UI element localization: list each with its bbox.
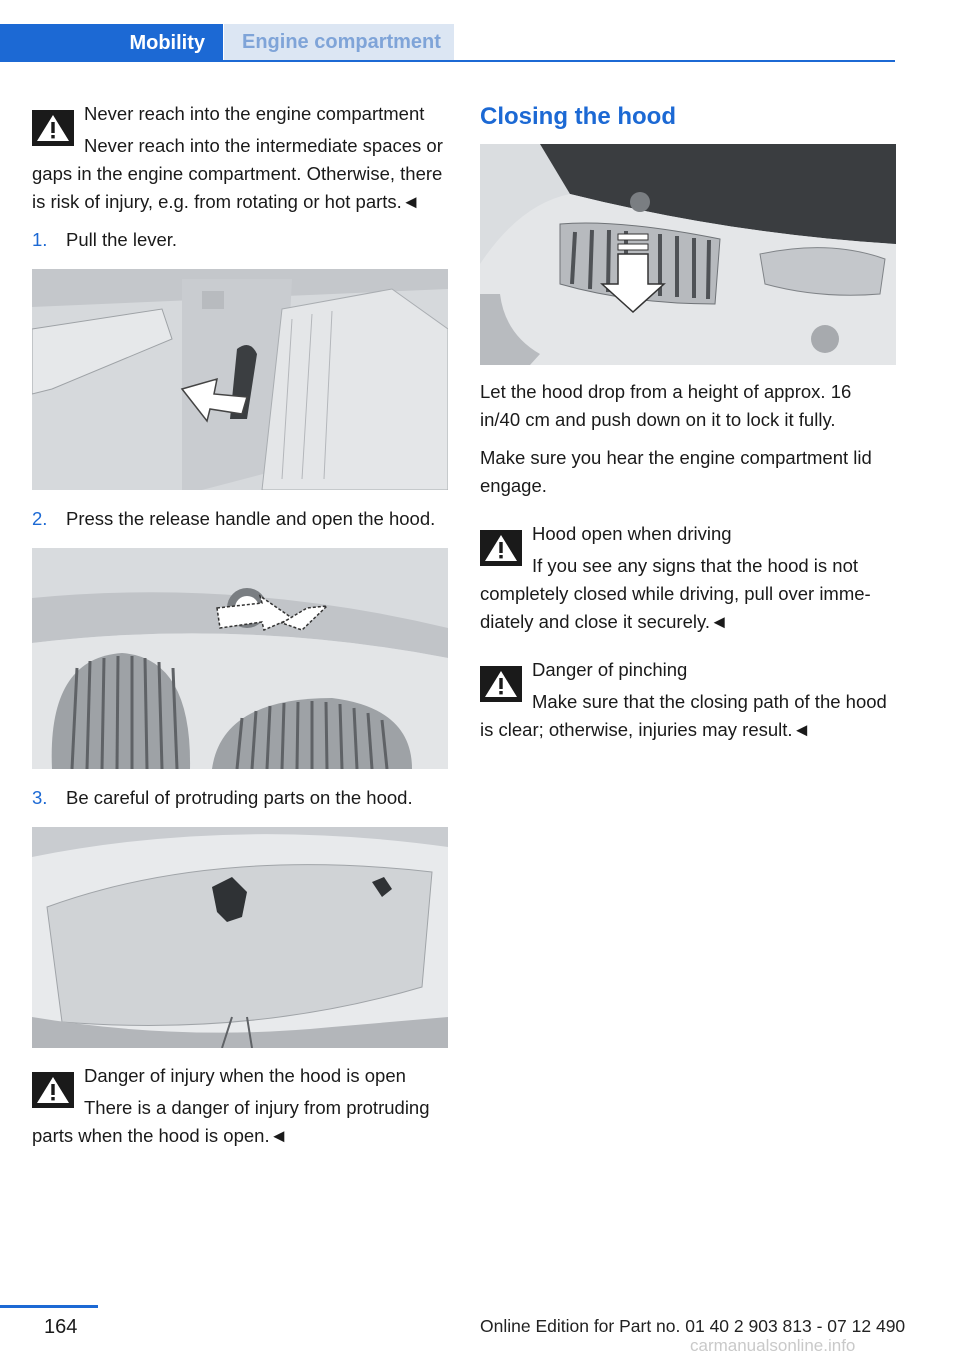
warning-icon	[32, 1072, 74, 1108]
step-number: 1.	[32, 229, 48, 250]
watermark-text: carmanualsonline.info	[690, 1336, 856, 1355]
left-column	[32, 100, 448, 1150]
page-number: 164	[44, 1316, 78, 1338]
warning-title: Danger of pinching	[532, 659, 688, 680]
figure-hood-release-lever	[32, 269, 448, 490]
footer-rule	[0, 1305, 98, 1308]
warning-body: Never reach into the intermediate spaces or gaps in the engine compartment. Otherwise, there is risk of injury, e.g. from rotating or hot parts.◄	[32, 135, 443, 212]
warning-title: Danger of injury when the hood is open	[84, 1065, 406, 1086]
warning-body: Make sure that the closing path of the hood is clear; otherwise, injuries may result.◄	[480, 691, 887, 740]
header-rule	[0, 60, 895, 62]
step-text: Be careful of protruding parts on the hood.	[66, 787, 413, 808]
figure-release-handle	[32, 548, 448, 769]
warning-title: Hood open when driving	[532, 523, 732, 544]
warning-body: There is a danger of injury from protruding parts when the hood is open.◄	[32, 1097, 430, 1146]
step-2	[32, 505, 448, 533]
warning-never-reach	[32, 100, 448, 216]
step-text: Press the release handle and open the hood.	[66, 508, 436, 529]
warning-pinching	[480, 656, 896, 744]
warning-icon	[480, 530, 522, 566]
page-header	[0, 24, 895, 62]
warning-icon	[32, 110, 74, 146]
warning-body: If you see any signs that the hood is not completely closed while driving, pull over imme‐diately and close it securely.◄	[480, 555, 871, 632]
step-text: Pull the lever.	[66, 229, 178, 250]
section-tab-mobility: Mobility	[0, 24, 223, 62]
subsection-tab-engine-compartment: Engine compartment	[224, 24, 454, 60]
step-number: 3.	[32, 787, 48, 808]
figure-protruding-parts	[32, 827, 448, 1048]
closing-confirm: Make sure you hear the engine compartment lid engage.	[480, 447, 872, 496]
edition-note: Online Edition for Part no. 01 40 2 903 813 - 07 12 490	[480, 1316, 906, 1336]
right-column	[480, 100, 896, 744]
warning-title: Never reach into the engine compartment	[84, 103, 425, 124]
section-heading: Closing the hood	[480, 103, 676, 130]
step-1	[32, 226, 448, 254]
warning-icon	[480, 666, 522, 702]
warning-hood-open-injury	[32, 1062, 448, 1150]
step-3	[32, 784, 448, 812]
step-number: 2.	[32, 508, 48, 529]
warning-hood-open-driving	[480, 520, 896, 636]
figure-closing-hood	[480, 144, 896, 365]
closing-instruction: Let the hood drop from a height of approx. 16 in/40 cm and push down on it to lock it fully.	[480, 381, 852, 430]
